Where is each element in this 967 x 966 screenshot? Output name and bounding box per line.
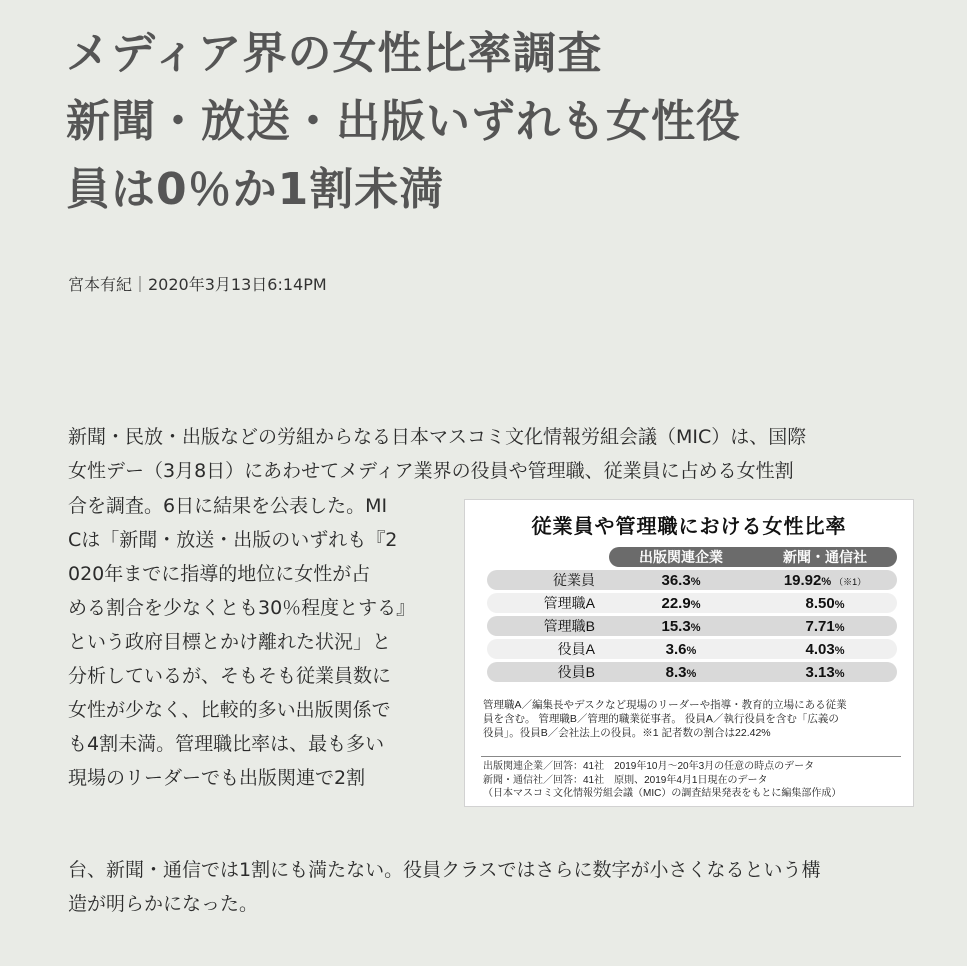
article-title <box>66 20 926 224</box>
table-header-row <box>487 547 897 567</box>
body-line: 現場のリーダーでも出版関連で2割 <box>68 767 366 789</box>
figure-divider <box>481 756 901 757</box>
title-line: メディア界の女性比率調査 <box>66 28 603 79</box>
figure-notes <box>483 698 901 740</box>
note-line: 員を含む。 管理職B／管理的職業従事者。 役員A／執行役員を含む「広義の <box>483 713 839 725</box>
publishing-value: 36.3% <box>609 570 753 590</box>
note-line: 管理職A／編集長やデスクなど現場のリーダーや指導・教育的立場にある従業 <box>483 699 847 711</box>
body-line: 女性が少なく、比較的多い出版関係で <box>68 699 391 721</box>
body-line: という政府目標とかけ離れた状況」と <box>68 631 392 653</box>
body-line: 新聞・民放・出版などの労組からなる日本マスコミ文化情報労組会議（MIC）は、国際 <box>68 426 807 448</box>
body-line: 合を調査。6日に結果を公表した。MI <box>68 495 388 517</box>
body-paragraph-top <box>68 420 913 488</box>
title-line: 員は0％か1割未満 <box>66 164 445 215</box>
footnote-marker: （※1） <box>834 576 867 587</box>
row-label: 管理職B <box>487 616 609 636</box>
source-line: 出版関連企業／回答：41社 2019年10月〜20年3月の任意の時点のデータ <box>483 761 815 772</box>
row-label: 役員A <box>487 639 609 659</box>
body-line: も4割未満。管理職比率は、最も多い <box>68 733 385 755</box>
newspaper-value: 3.13% <box>753 662 897 682</box>
row-label: 従業員 <box>487 570 609 590</box>
source-line: （日本マスコミ文化情報労組会議（MIC）の調査結果発表をもとに編集部作成） <box>483 788 842 799</box>
table-row <box>487 639 897 659</box>
female-ratio-figure <box>464 499 914 807</box>
title-line: 新聞・放送・出版いずれも女性役 <box>66 96 741 147</box>
body-line: 女性デー（3月8日）にあわせてメディア業界の役員や管理職、従業員に占める女性割 <box>68 460 794 482</box>
body-paragraph-wrapped <box>68 489 458 795</box>
body-line: 020年までに指導的地位に女性が占 <box>68 563 371 585</box>
table-corner <box>487 547 609 567</box>
publishing-value: 3.6% <box>609 639 753 659</box>
body-line: 台、新聞・通信では1割にも満たない。役員クラスではさらに数字が小さくなるという構 <box>68 859 821 881</box>
row-label: 管理職A <box>487 593 609 613</box>
body-line: Cは「新聞・放送・出版のいずれも『2 <box>68 529 398 551</box>
row-label: 役員B <box>487 662 609 682</box>
figure-title: 従業員や管理職における女性比率 <box>531 514 847 538</box>
body-line: 造が明らかになった。 <box>68 893 259 915</box>
note-line: 役員」。役員B／会社法上の役員。※1 記者数の割合は22.42% <box>483 727 771 739</box>
table-row <box>487 570 897 590</box>
female-ratio-table <box>487 544 897 685</box>
newspaper-value: 19.92% （※1） <box>753 570 897 590</box>
body-line: 分析しているが、そもそも従業員数に <box>68 665 392 687</box>
body-line: める割合を少なくとも30％程度とする』 <box>68 597 416 619</box>
byline: 宮本有紀｜2020年3月13日6:14PM <box>68 275 327 294</box>
newspaper-value: 8.50% <box>753 593 897 613</box>
figure-sources <box>483 760 901 801</box>
publishing-value: 8.3% <box>609 662 753 682</box>
publishing-value: 22.9% <box>609 593 753 613</box>
table-row <box>487 662 897 682</box>
table-row <box>487 593 897 613</box>
newspaper-value: 4.03% <box>753 639 897 659</box>
newspaper-value: 7.71% <box>753 616 897 636</box>
column-header-newspaper: 新聞・通信社 <box>753 547 897 567</box>
source-line: 新聞・通信社／回答：41社 原則、2019年4月1日現在のデータ <box>483 774 768 786</box>
body-paragraph-bottom <box>68 853 913 921</box>
publishing-value: 15.3% <box>609 616 753 636</box>
column-header-publishing: 出版関連企業 <box>609 547 753 567</box>
table-row <box>487 616 897 636</box>
